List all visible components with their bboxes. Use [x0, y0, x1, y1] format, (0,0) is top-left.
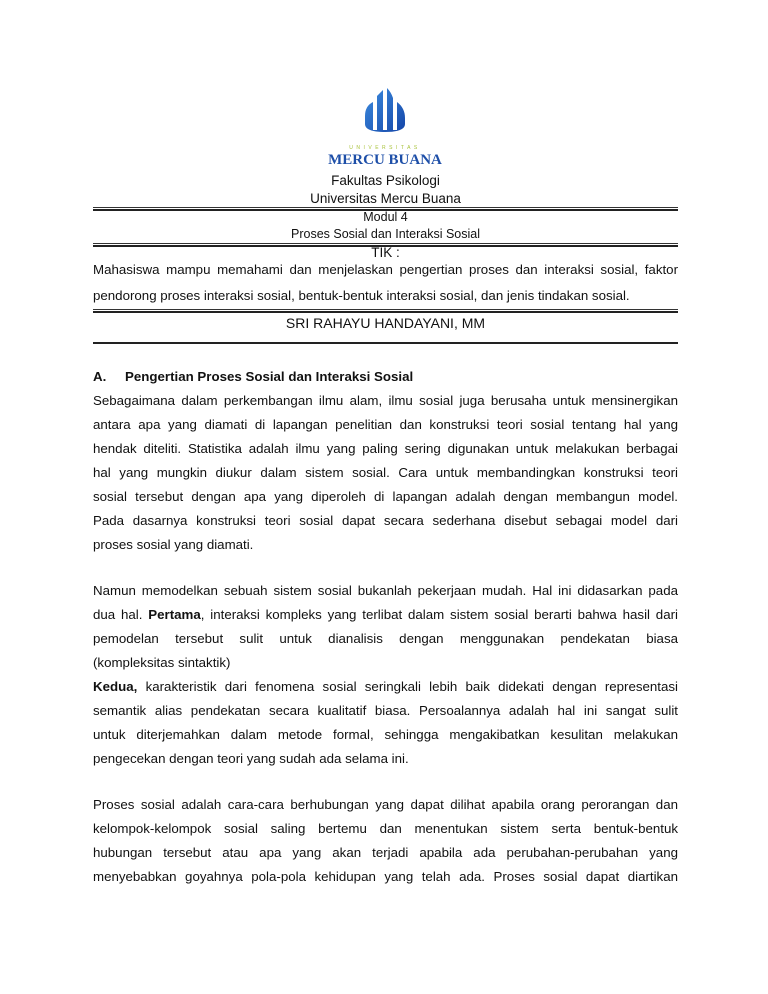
- paragraph-line: Namun memodelkan sebuah sistem sosial bukanlah pekerjaan mudah. Hal ini didasarkan pada: [93, 583, 678, 598]
- tik-text: Mahasiswa mampu memahami dan menjelaskan pengertian proses dan interaksi sosial, faktor: [93, 262, 678, 277]
- paragraph-line: Pada dasarnya konstruksi teori sosial dapat secara sederhana disebut sebagai model dari: [93, 513, 678, 528]
- divider: [93, 309, 678, 310]
- section-number: A.: [93, 369, 107, 384]
- paragraph-line: pengecekan dengan teori yang sudah ada selama ini.: [93, 751, 409, 766]
- paragraph-line: pemodelan tersebut sulit untuk dianalisis dengan menggunakan pendekatan biasa: [93, 631, 678, 646]
- text: dua hal.: [93, 607, 143, 622]
- tik-text: pendorong proses interaksi sosial, bentuk-bentuk interaksi sosial, dan jenis tindakan sosial.: [93, 288, 630, 303]
- author-name: SRI RAHAYU HANDAYANI, MM: [285, 315, 486, 331]
- paragraph-line: Sebagaimana dalam perkembangan ilmu alam, ilmu sosial juga berusaha untuk mensinergikan: [93, 393, 678, 408]
- university-name: Universitas Mercu Buana: [310, 191, 461, 206]
- module-title: Proses Sosial dan Interaksi Sosial: [291, 227, 480, 241]
- tik-label: TIK :: [371, 245, 400, 260]
- text: karakteristik dari fenomena sosial seringkali lebih baik didekati dengan representasi: [137, 679, 678, 694]
- paragraph-line: hubungan tersebut atau apa yang akan terjadi apabila ada perubahan-perubahan yang: [93, 845, 678, 860]
- paragraph-line: [93, 606, 678, 624]
- paragraph-line: semantik alias pendekatan secara kualitatif biasa. Persoalannya adalah hal ini sangat sulit: [93, 703, 678, 718]
- paragraph-line: hal yang mungkin diukur dalam sistem sosial. Cara untuk membandingkan konstruksi teori: [93, 465, 678, 480]
- faculty-name: Fakultas Psikologi: [331, 173, 440, 188]
- module-number: Modul 4: [363, 210, 408, 224]
- university-logo: [315, 86, 460, 168]
- bold-text: Pertama: [148, 607, 201, 622]
- paragraph-line: antara apa yang diamati di lapangan penelitian dan konstruksi teori sosial tentang hal yang: [93, 417, 678, 432]
- divider: [93, 311, 678, 313]
- section-title: Pengertian Proses Sosial dan Interaksi Sosial: [125, 369, 414, 384]
- section-heading: [93, 368, 678, 386]
- paragraph-line: sosial tersebut dengan apa yang diperoleh di lapangan adalah dengan membangun model.: [93, 489, 678, 504]
- paragraph-line: hendak diteliti. Statistika adalah ilmu yang paling sering digunakan untuk melakukan berbagai: [93, 441, 678, 456]
- divider: [93, 342, 678, 344]
- text: , interaksi kompleks yang terlibat dalam sistem sosial berarti bahwa hasil dari: [200, 607, 678, 622]
- paragraph-line: menyebabkan goyahnya pola-pola kehidupan yang telah ada. Proses sosial dapat diartikan: [93, 869, 678, 884]
- paragraph-line: proses sosial yang diamati.: [93, 537, 254, 552]
- paragraph-line: [93, 678, 678, 696]
- logo-name: MERCU BUANA: [328, 152, 442, 168]
- bold-text: Kedua,: [93, 679, 138, 694]
- paragraph-line: untuk diterjemahkan dalam metode formal, sehingga mengakibatkan kesulitan melakukan: [93, 727, 678, 742]
- logo-top-text: UNIVERSITAS: [349, 145, 421, 151]
- paragraph-line: kelompok-kelompok sosial saling bertemu dan menentukan sistem serta bentuk-bentuk: [93, 821, 678, 836]
- paragraph-line: (kompleksitas sintaktik): [93, 655, 231, 670]
- paragraph-line: Proses sosial adalah cara-cara berhubungan yang dapat dilihat apabila orang perorangan dan: [93, 797, 678, 812]
